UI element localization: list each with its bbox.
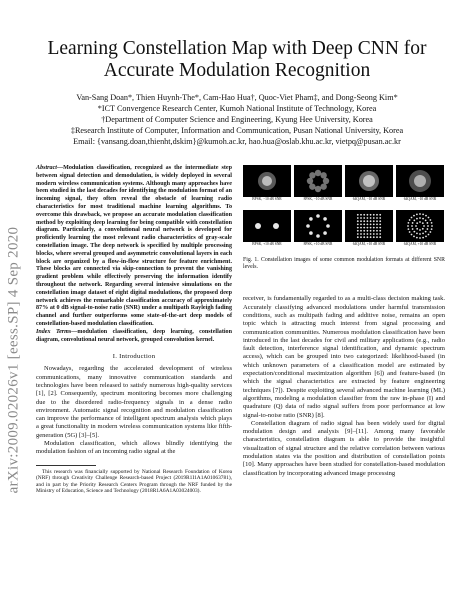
figure-label: 64QAM, +10 dB SNR [403,242,437,246]
figure-cell [396,210,444,248]
figure-label: 64QAM, +10 dB SNR [352,242,386,246]
index-terms-label: Index Terms [36,328,72,335]
right-paragraph-1: receiver, is fundamentally regarded to as a multi-class decision making task. Accurately classifying advanced modulations under harmful transmission conditions, such as multipath fading and additive noise, remains an open topic which is attracting much interest from signal processing and communication communities. Numerous modulation classification have been introduced in the last decades for civil and military applications (e.g., radio fault detection, interference signal identification, and dynamic spectrum access), which can be grouped into two categorized: likelihood-based (in which unknown parameters of a classification model are estimated by expectation/conditional maximization algorithm [6]) and feature-based (in which the signal characteristics are extracted by feature engineering techniques [7]). Despite exploiting several advanced machine learning (ML) algorithms, modeling a modulation classifier from the raw in-phase (I) and quadrature (Q) data of radio signal suffers from poor performance at low signal-to-noise ratio (SNR) [8]. [243,295,445,419]
index-terms [36,329,232,345]
right-column-text [243,295,445,478]
figure-label: BPSK, +10 dB SNR [252,242,282,246]
constellation-image [345,210,393,242]
abstract-text: —Modulation classification, recognized as the intermediate step between signal detection and demodulation, is widely deployed in several modern wireless communication systems. Although many approaches have been studied in the last decades for identifying the modulation format of an incoming signal, they often reveal the obstacle of learning radio characteristics for most traditional machine learning algorithms. To overcome this drawback, we propose an accurate modulation classification method by exploiting deep learning for being compatible with constellation diagram. Particularly, a convolutional neural network is developed for proficiently learning the most relevant radio characteristics of gray-scale constellation image. The deep network is specified by multiple processing blocks, where several grouped and asymmetric convolutional layers in each block are organized by a flow-in-flow structure for feature enrichment. These blocks are connected via skip-connection to prevent the vanishing gradient problem while effectively preserving the information identify throughout the network. Regarding several intensive simulations on the constellation image dataset of eight digital modulations, the proposed deep network achieves the remarkable classification accuracy of approximately 87% at 0 dB signal-to-noise ratio (SNR) under a multipath Rayleigh fading channel and further outperforms some state-of-the-art deep models of constellation-based modulation classification. [36,165,232,327]
intro-paragraph-1: Nowadays, regarding the accelerated development of wireless communications, many innovative communication standards and technologies have been released to satisfy numerous high-quality services [1], [2]. Consequently, spectrum monitoring becomes more challenging due to the disordered radio-frequency signals in a dense radio environment. Automatic signal recognition and modulation classification can improve the performance of intelligent spectrum analysis which plays a great functionality in modern wireless communication systems like fifth-generation (5G) [3]–[5]. [36,365,232,439]
constellation-image [243,165,291,197]
funding-footnote: This research was financially supported by National Research Foundation of Korea (NRF) through Creativity Challenge Research-based Project (2019R1I1A1A01063781), and in part by the Priority Research Centers Program through the NRF funded by the Ministry of Education, Science and Technology (2018R1A6A1A03024003). [36,468,232,495]
figure-label: BPSK, −10 dB SNR [252,197,282,201]
constellation-image [396,210,444,242]
figure-cell [396,165,444,203]
constellation-image [345,165,393,197]
constellation-image [396,165,444,197]
affiliation-3: ‡Research Institute of Computer, Information and Communication, Pusan National University, Korea [70,126,404,135]
figure-label: 64QAM, −10 dB SNR [352,197,386,201]
paper-title [0,38,474,82]
constellation-image [294,165,342,197]
author-block [0,92,474,147]
intro-paragraph-2: Modulation classification, which allows blindly identifying the modulation fashion of an incoming radio signal at the [36,440,232,456]
figure-label: 8PSK, −10 dB SNR [303,197,333,201]
constellation-image [294,210,342,242]
email-line: Email: {vansang.doan,thienht,dskim}@kumoh.ac.kr, hao.hua@oslab.khu.ac.kr, vietpq@pusan.ac.kr [73,137,401,146]
figure-label: 8PSK, +10 dB SNR [303,242,333,246]
right-paragraph-2: Constellation diagram of radio signal has been widely used for digital modulation design and analysis [9]–[11]. Among many favorable characteristics, constellation diagram is able to provide the insightful visualization of signal structure and the relative correlation between various modulation states via the position and distribution of constellation points [10]. Many approaches have been studied for constellation-based modulation classification by incorporating advanced image processing [243,419,445,477]
figure-cell [345,165,393,203]
affiliation-2: †Department of Computer Science and Engineering, Kyung Hee University, Korea [101,115,373,124]
index-terms-text: —modulation classification, deep learning, constellation diagram, convolutional neural network, grouped convolution kernel. [36,328,232,343]
constellation-figure [243,165,445,255]
title-line-1: Learning Constellation Map with Deep CNN for [47,38,427,59]
figure-label: 64QAM, −10 dB SNR [403,197,437,201]
figure-cell [294,210,342,248]
arxiv-stamp [0,150,28,570]
arxiv-stamp-text: arXiv:2009.02026v1 [eess.SP] 4 Sep 2020 [5,226,22,494]
figure-cell [345,210,393,248]
author-list: Van-Sang Doan*, Thien Huynh-The*, Cam-Hao Hua†, Quoc-Viet Pham‡, and Dong-Seong Kim* [76,93,398,102]
figure-cell [243,165,291,203]
left-column [36,165,232,495]
section-heading: I. Introduction [112,353,156,361]
right-column [243,165,445,478]
affiliation-1: *ICT Convergence Research Center, Kumoh National Institute of Technology, Korea [97,104,377,113]
abstract-label: Abstract [36,165,57,171]
figure-caption: Fig. 1. Constellation images of some common modulation formats at different SNR levels. [243,257,445,271]
abstract [36,165,232,329]
constellation-image [243,210,291,242]
figure-cell [294,165,342,203]
figure-cell [243,210,291,248]
title-line-2: Accurate Modulation Recognition [103,60,371,81]
footnote-rule [36,465,96,466]
